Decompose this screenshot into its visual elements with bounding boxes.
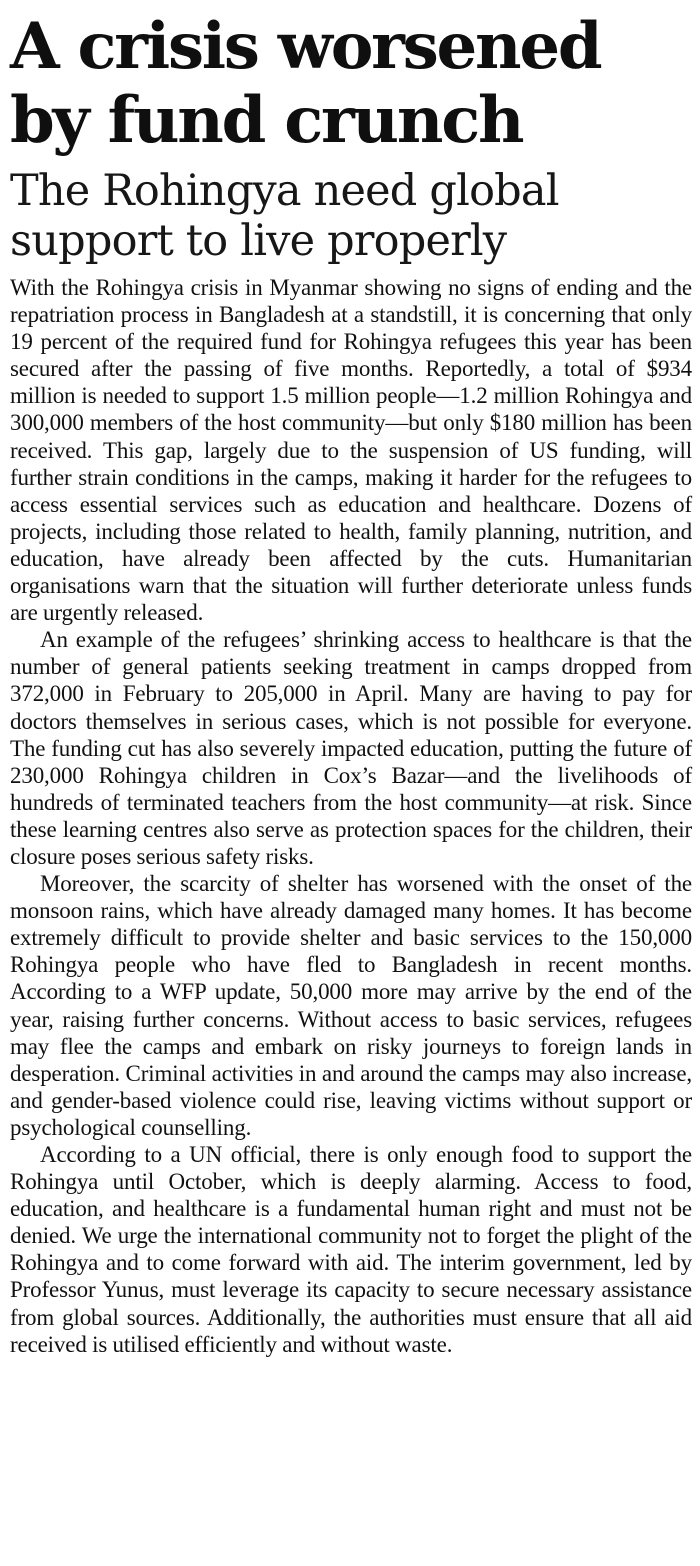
body-paragraph-1: With the Rohingya crisis in Myanmar showing no signs of ending and the repatriation process in Bangladesh at a standstill, it is concerning that only 19 percent of the required fund for Rohingya refugees this year has been secured after the passing of five months. Reportedly, a total of $934 million is needed to support 1.5 million people—1.2 million Rohingya and 300,000 members of the host community—but only $180 million has been received. This gap, largely due to the suspension of US funding, will further strain conditions in the camps, making it harder for the refugees to access essential services such as education and healthcare. Dozens of projects, including those related to health, family planning, nutrition, and education, have already been affected by the cuts. Humanitarian organisations warn that the situation will further deteriorate unless funds are urgently released. <box>10 275 692 626</box>
body-paragraph-2: An example of the refugees’ shrinking access to healthcare is that the number of general patients seeking treatment in camps dropped from 372,000 in February to 205,000 in April. Many are having to pay for doctors themselves in serious cases, which is not possible for everyone. The funding cut has also severely impacted education, putting the future of 230,000 Rohingya children in Cox’s Bazar—and the livelihoods of hundreds of terminated teachers from the host community—at risk. Since these learning centres also serve as protection spaces for the children, their closure poses serious safety risks. <box>10 627 692 869</box>
article-body <box>10 274 692 1358</box>
subheadline-line-1: The Rohingya need global <box>10 166 559 216</box>
body-paragraph-3: Moreover, the scarcity of shelter has worsened with the onset of the monsoon rains, which have already damaged many homes. It has become extremely difficult to provide shelter and basic services to the 150,000 Rohingya people who have fled to Bangladesh in recent months. According to a WFP update, 50,000 more may arrive by the end of the year, raising further concerns. Without access to basic services, refugees may flee the camps and embark on risky journeys to foreign lands in desperation. Criminal activities in and around the camps may also increase, and gender-based violence could rise, leaving victims without support or psychological counselling. <box>10 871 692 1140</box>
subheadline-line-2: support to live properly <box>10 216 507 266</box>
body-paragraph-4: According to a UN official, there is only enough food to support the Rohingya until October, which is deeply alarming. Access to food, education, and healthcare is a fundamental human right and must not be denied. We urge the international community not to forget the plight of the Rohingya and to come forward with aid. The interim government, led by Professor Yunus, must leverage its capacity to secure necessary assistance from global sources. Additionally, the authorities must ensure that all aid received is utilised efficiently and without waste. <box>10 1142 692 1357</box>
headline <box>10 10 692 158</box>
subheadline <box>10 166 692 266</box>
headline-line-1: A crisis worsened <box>10 9 601 84</box>
headline-line-2: by fund crunch <box>10 83 523 158</box>
